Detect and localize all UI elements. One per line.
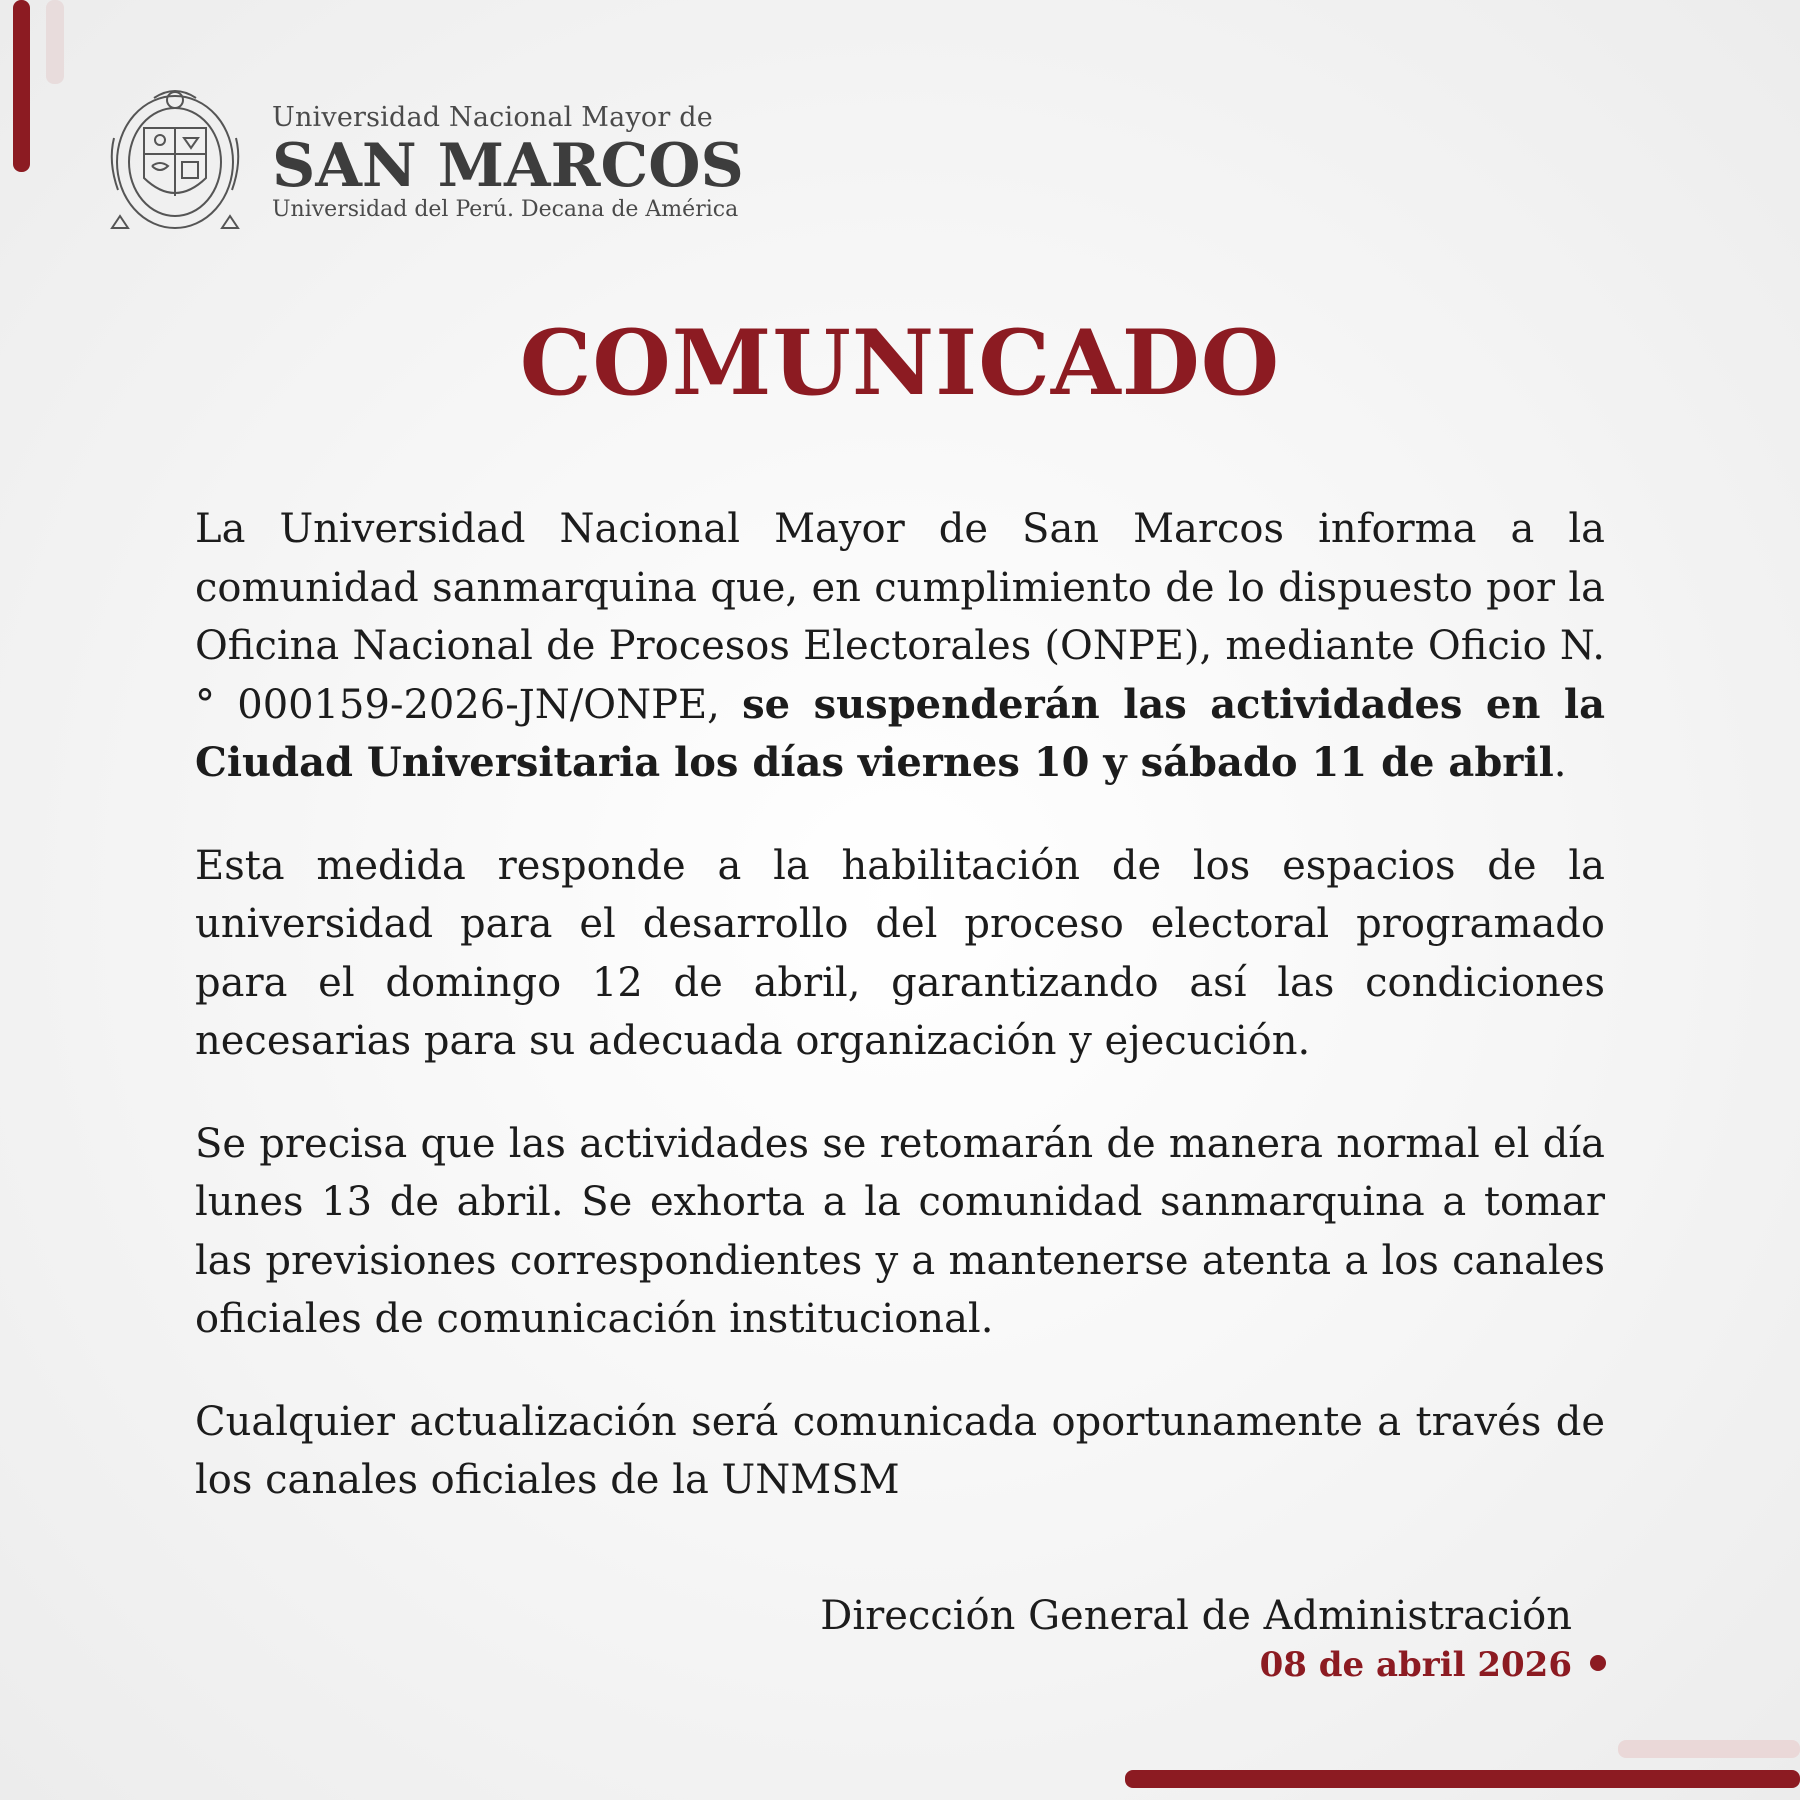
paragraph-4: Cualquier actualización será comunicada oportunamente a través de los canales oficiales de la UNMSM (195, 1398, 1605, 1503)
decorative-dot (1590, 1655, 1606, 1671)
decorative-bar-bottom-light (1618, 1740, 1800, 1758)
brand-tagline: Universidad del Perú. Decana de América (272, 197, 739, 222)
paragraph-2: Esta medida responde a la habilitación de los espacios de la universidad para el desarrollo del proceso electoral programado para el domingo 12 de abril, garantizando así las condiciones necesarias para su adecuada organización y ejecución. (195, 842, 1605, 1064)
paragraph-1-highlight: se suspenderán las actividades en la Ciudad Universitaria los días viernes 10 y sábado 11 de abril (195, 680, 1605, 786)
brand-block (272, 101, 744, 223)
decorative-bar-top-light (46, 0, 64, 84)
announcement-body (195, 500, 1605, 1554)
signature-date: 08 de abril 2026 (1259, 1645, 1572, 1685)
paragraph-1 (195, 500, 1605, 793)
page-title: COMUNICADO (519, 310, 1281, 416)
decorative-bar-top-red (13, 0, 30, 172)
brand-name: SAN MARCOS (272, 131, 744, 201)
paragraph-3: Se precisa que las actividades se retomarán de manera normal el día lunes 13 de abril. Se exhorta a la comunidad sanmarquina a tomar las previsiones correspondientes y a mantenerse atenta a los canales oficiales de comunicación institucional. (195, 1120, 1605, 1342)
header (104, 78, 744, 246)
signature-block (820, 1590, 1572, 1688)
signature-organization: Dirección General de Administración (820, 1593, 1572, 1639)
paragraph-1-text: La Universidad Nacional Mayor de San Marcos informa a la comunidad sanmarquina que, en cumplimiento de lo dispuesto por la Oficina Nacional de Procesos Electorales (ONPE), mediante Oficio N.° 000159-2026-JN/ONPE, (195, 506, 1605, 728)
brand-top-line: Universidad Nacional Mayor de (272, 102, 713, 133)
university-seal-icon (104, 78, 246, 246)
paragraph-1-end: . (1553, 740, 1567, 786)
decorative-bar-bottom-red (1125, 1770, 1800, 1788)
